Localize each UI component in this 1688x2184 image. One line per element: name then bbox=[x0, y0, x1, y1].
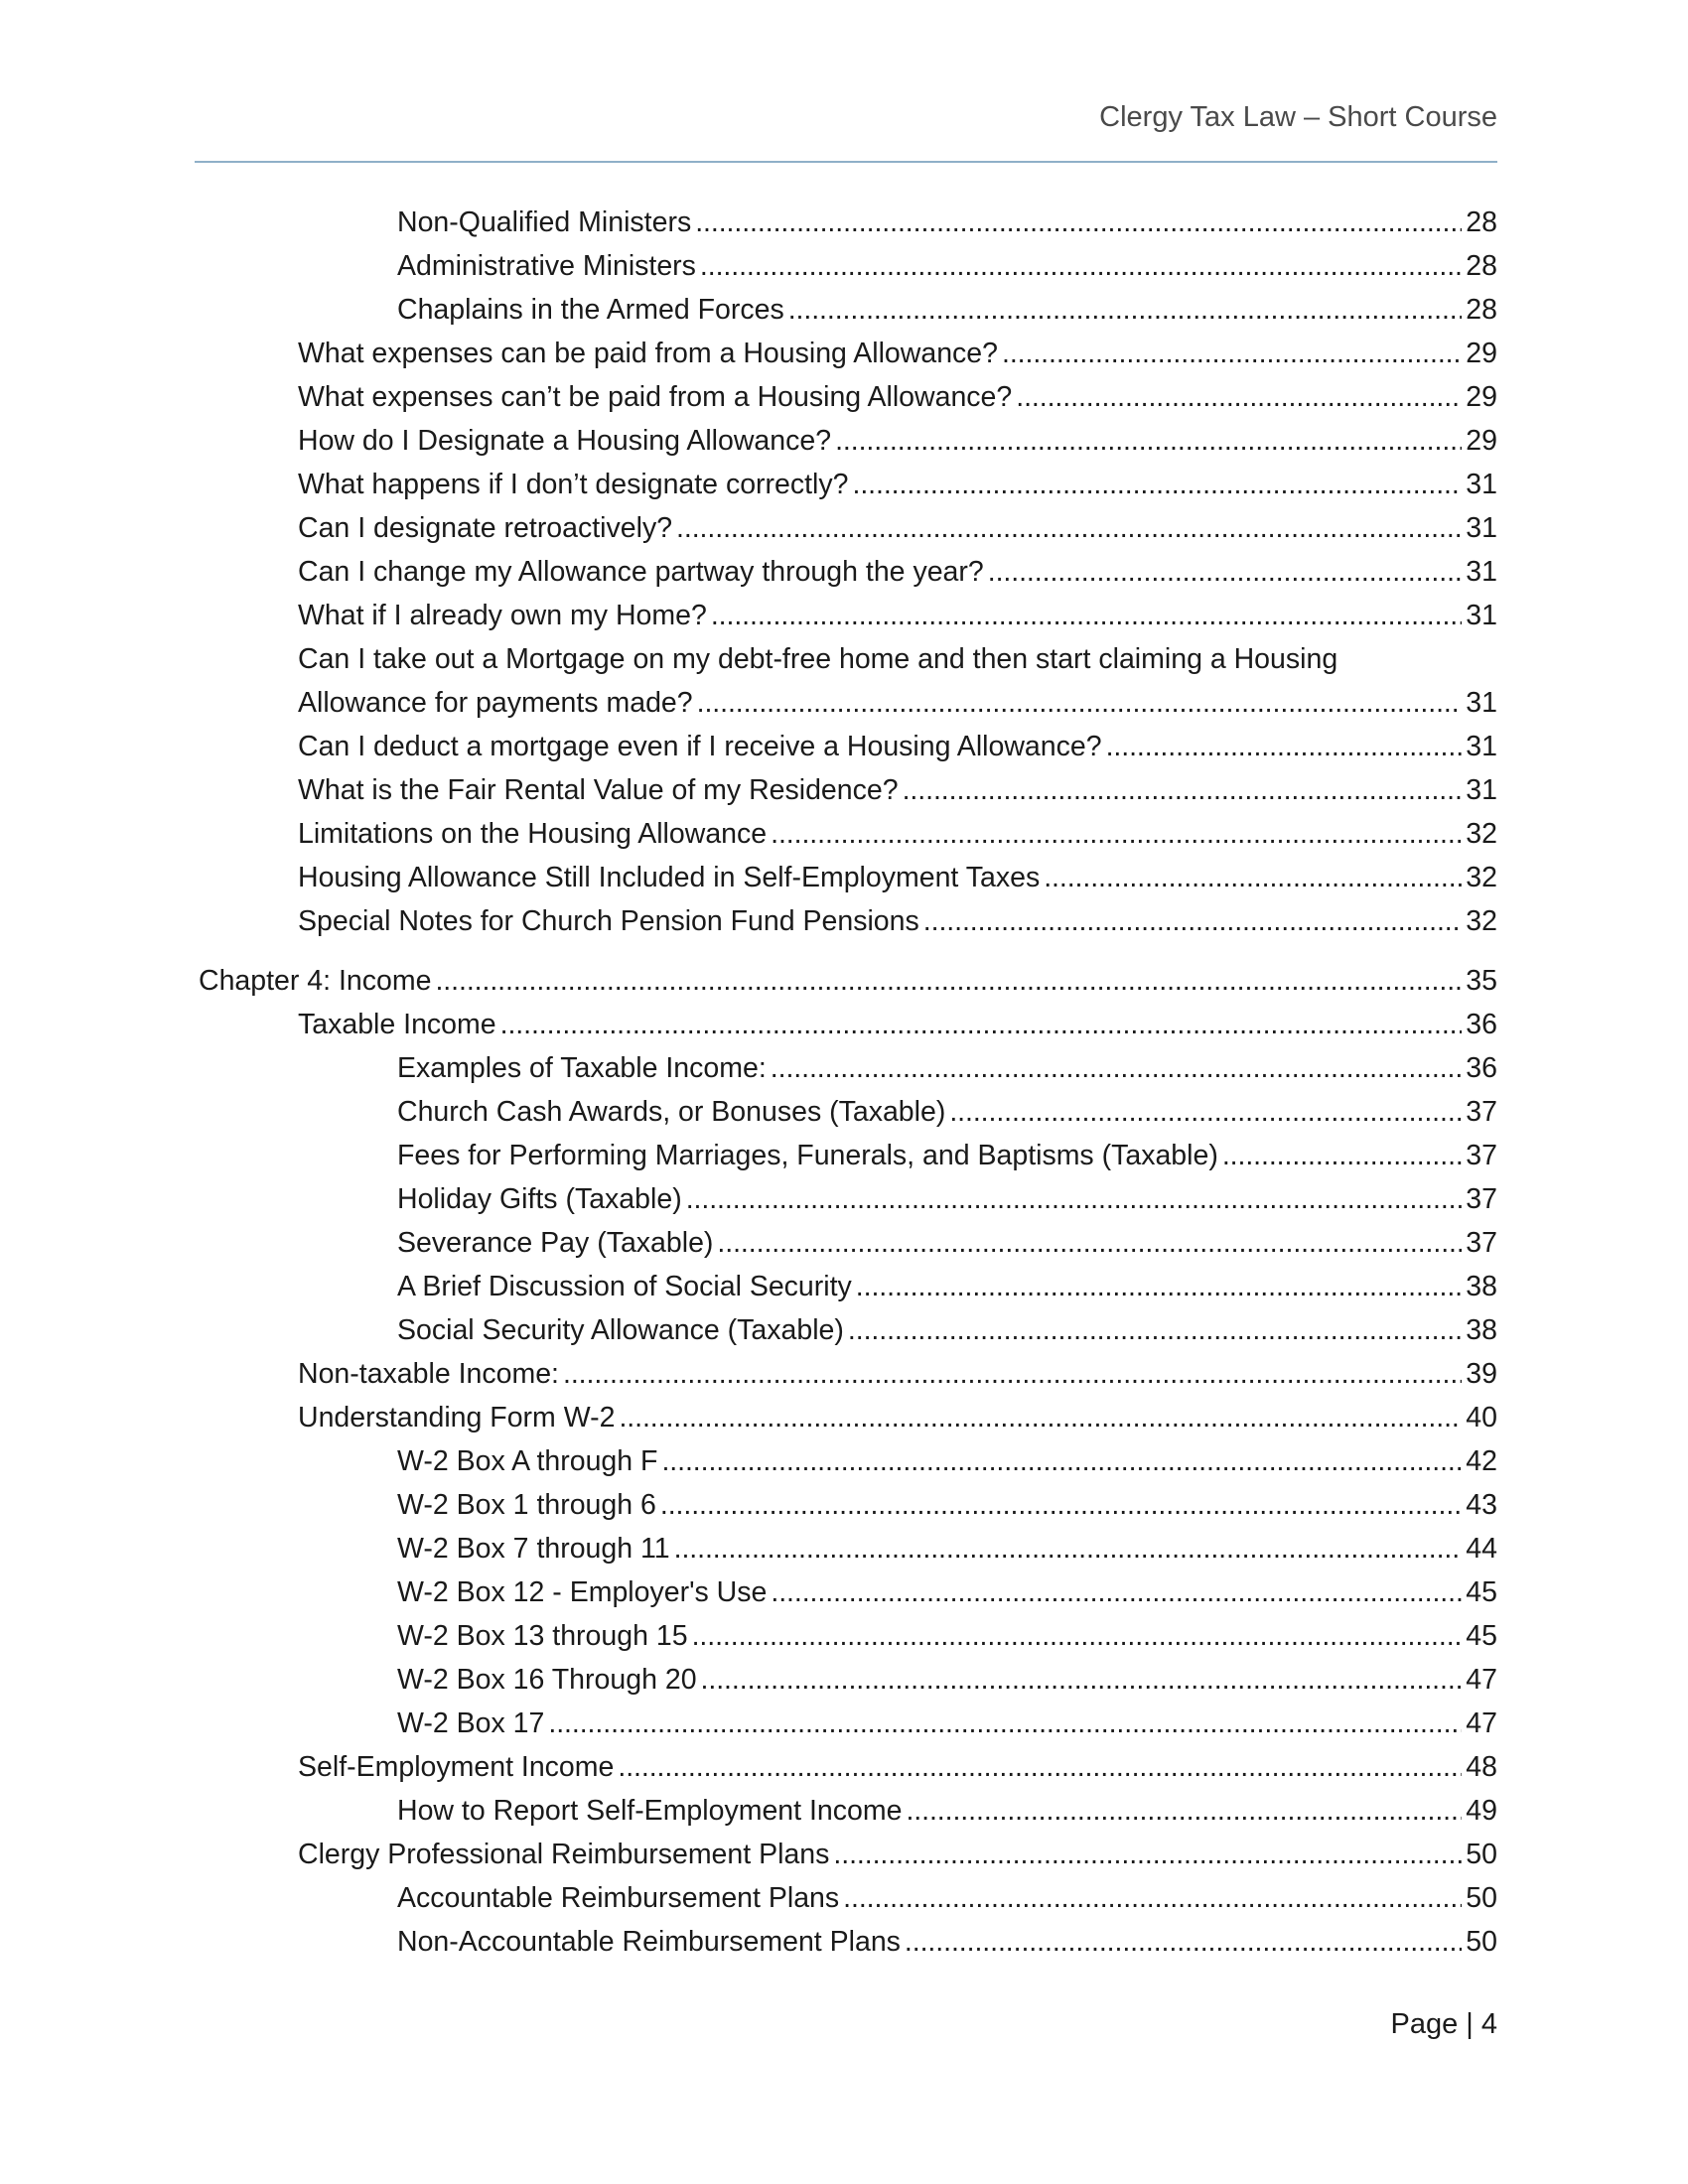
dot-leader bbox=[856, 1265, 1463, 1308]
toc-entry[interactable] bbox=[298, 899, 1497, 943]
toc-entry-page-number: 50 bbox=[1466, 1926, 1497, 1958]
toc-entry[interactable] bbox=[397, 1527, 1497, 1570]
toc-entry-label: Accountable Reimbursement Plans bbox=[397, 1882, 840, 1914]
toc-entry-page-number: 44 bbox=[1466, 1533, 1497, 1565]
toc-entry[interactable] bbox=[397, 244, 1497, 288]
toc-entry-label: How do I Designate a Housing Allowance? bbox=[298, 425, 832, 457]
toc-entry[interactable] bbox=[397, 1570, 1497, 1614]
toc-entry-page-number: 32 bbox=[1466, 905, 1497, 937]
toc-entry-page-number: 37 bbox=[1466, 1227, 1497, 1259]
dot-leader bbox=[700, 244, 1462, 288]
toc-entry-page-number: 50 bbox=[1466, 1839, 1497, 1870]
toc-entry-page-number: 29 bbox=[1466, 425, 1497, 457]
toc-entry-page-number: 31 bbox=[1466, 774, 1497, 806]
toc-entry[interactable] bbox=[397, 1134, 1497, 1177]
toc-entry-page-number: 42 bbox=[1466, 1445, 1497, 1477]
dot-leader bbox=[1222, 1134, 1462, 1177]
dot-leader bbox=[563, 1352, 1462, 1396]
toc-entry[interactable] bbox=[397, 1090, 1497, 1134]
toc-entry-page-number: 31 bbox=[1466, 512, 1497, 544]
toc-entry[interactable] bbox=[397, 1702, 1497, 1745]
dot-leader bbox=[619, 1396, 1462, 1439]
toc-entry-page-number: 35 bbox=[1466, 965, 1497, 997]
toc-entry-label: Can I change my Allowance partway through the year? bbox=[298, 556, 984, 588]
toc-entry[interactable] bbox=[397, 1614, 1497, 1658]
toc-entry-label: What is the Fair Rental Value of my Residence? bbox=[298, 774, 899, 806]
dot-leader bbox=[618, 1745, 1462, 1789]
dot-leader bbox=[788, 288, 1463, 332]
toc-entry-label: Chaplains in the Armed Forces bbox=[397, 294, 784, 326]
toc-entry-label: Housing Allowance Still Included in Self-Employment Taxes bbox=[298, 862, 1041, 893]
toc-entry[interactable] bbox=[298, 812, 1497, 856]
toc-entry[interactable] bbox=[397, 201, 1497, 244]
dot-leader bbox=[701, 1658, 1463, 1702]
toc-entry-label: Fees for Performing Marriages, Funerals, and Baptisms (Taxable) bbox=[397, 1140, 1218, 1171]
toc-entry-page-number: 40 bbox=[1466, 1402, 1497, 1433]
toc-entry[interactable] bbox=[397, 1177, 1497, 1221]
dot-leader bbox=[906, 1789, 1462, 1833]
toc-entry-page-number: 31 bbox=[1466, 556, 1497, 588]
toc-entry-label: What if I already own my Home? bbox=[298, 600, 707, 631]
toc-entry-label: Clergy Professional Reimbursement Plans bbox=[298, 1839, 830, 1870]
toc-entry-page-number: 29 bbox=[1466, 381, 1497, 413]
dot-leader bbox=[686, 1177, 1463, 1221]
dot-leader bbox=[833, 1833, 1462, 1876]
toc-entry[interactable] bbox=[298, 637, 1497, 725]
toc-entry[interactable] bbox=[397, 1483, 1497, 1527]
toc-entry-page-number: 50 bbox=[1466, 1882, 1497, 1914]
toc-entry[interactable] bbox=[298, 1352, 1497, 1396]
toc-entry-page-number: 36 bbox=[1466, 1009, 1497, 1040]
toc-entry[interactable] bbox=[397, 1789, 1497, 1833]
toc-entry-label: Non-Accountable Reimbursement Plans bbox=[397, 1926, 901, 1958]
dot-leader bbox=[771, 1046, 1463, 1090]
dot-leader bbox=[843, 1876, 1462, 1920]
toc-entry-label: Self-Employment Income bbox=[298, 1751, 615, 1783]
running-header: Clergy Tax Law – Short Course bbox=[1099, 101, 1497, 133]
dot-leader bbox=[435, 959, 1462, 1003]
toc-entry-label: W-2 Box 1 through 6 bbox=[397, 1489, 656, 1521]
toc-entry-page-number: 36 bbox=[1466, 1052, 1497, 1084]
toc-entry-page-number: 48 bbox=[1466, 1751, 1497, 1783]
dot-leader bbox=[711, 594, 1462, 637]
dot-leader bbox=[674, 1527, 1463, 1570]
toc-entry-label: W-2 Box A through F bbox=[397, 1445, 658, 1477]
toc-entry-page-number: 49 bbox=[1466, 1795, 1497, 1827]
dot-leader bbox=[923, 899, 1463, 943]
toc-entry[interactable] bbox=[298, 1833, 1497, 1876]
dot-leader bbox=[548, 1702, 1462, 1745]
dot-leader bbox=[695, 201, 1462, 244]
dot-leader bbox=[697, 681, 1463, 725]
toc-entry-label: A Brief Discussion of Social Security bbox=[397, 1271, 852, 1302]
toc-entry-page-number: 32 bbox=[1466, 862, 1497, 893]
toc-entry-page-number: 31 bbox=[1466, 600, 1497, 631]
toc-entry-label: Non-Qualified Ministers bbox=[397, 206, 692, 238]
toc-entry-page-number: 28 bbox=[1466, 294, 1497, 326]
toc-entry-page-number: 45 bbox=[1466, 1576, 1497, 1608]
dot-leader bbox=[1106, 725, 1463, 768]
toc-entry-label: W-2 Box 17 bbox=[397, 1707, 545, 1739]
toc-entry-page-number: 32 bbox=[1466, 818, 1497, 850]
toc-entry[interactable] bbox=[298, 1003, 1497, 1046]
dot-leader bbox=[1002, 332, 1462, 375]
dot-leader bbox=[1044, 856, 1462, 899]
toc-entry-page-number: 38 bbox=[1466, 1271, 1497, 1302]
toc-entry[interactable] bbox=[397, 1221, 1497, 1265]
toc-entry[interactable] bbox=[298, 1745, 1497, 1789]
dot-leader bbox=[771, 1570, 1462, 1614]
toc-entry-label: Understanding Form W-2 bbox=[298, 1402, 616, 1433]
dot-leader bbox=[660, 1483, 1462, 1527]
toc-entry-label: What expenses can be paid from a Housing Allowance? bbox=[298, 338, 998, 369]
toc-entry-label: W-2 Box 12 - Employer's Use bbox=[397, 1576, 768, 1608]
toc-entry-label: Chapter 4: Income bbox=[199, 965, 432, 997]
toc-entry-label: Can I designate retroactively? bbox=[298, 512, 673, 544]
toc-entry-page-number: 37 bbox=[1466, 1096, 1497, 1128]
toc-entry[interactable] bbox=[298, 856, 1497, 899]
toc-entry-label: Special Notes for Church Pension Fund Pensions bbox=[298, 905, 919, 937]
toc-entry-label: Social Security Allowance (Taxable) bbox=[397, 1314, 844, 1346]
toc-entry-label: Severance Pay (Taxable) bbox=[397, 1227, 714, 1259]
toc-entry-page-number: 47 bbox=[1466, 1664, 1497, 1696]
toc-entry[interactable] bbox=[397, 1439, 1497, 1483]
toc-entry-page-number: 43 bbox=[1466, 1489, 1497, 1521]
dot-leader bbox=[692, 1614, 1463, 1658]
toc-entry-page-number: 47 bbox=[1466, 1707, 1497, 1739]
dot-leader bbox=[717, 1221, 1462, 1265]
dot-leader bbox=[771, 812, 1462, 856]
dot-leader bbox=[852, 463, 1462, 506]
toc-entry[interactable] bbox=[298, 506, 1497, 550]
toc-entry-label: Allowance for payments made? bbox=[298, 687, 693, 719]
toc-entry-label-line1: Can I take out a Mortgage on my debt-free home and then start claiming a Housing bbox=[298, 643, 1338, 675]
toc-entry[interactable] bbox=[397, 1876, 1497, 1920]
toc-entry[interactable] bbox=[397, 1308, 1497, 1352]
dot-leader bbox=[949, 1090, 1462, 1134]
toc-entry-label: Limitations on the Housing Allowance bbox=[298, 818, 768, 850]
toc-entry[interactable] bbox=[397, 1046, 1497, 1090]
dot-leader bbox=[903, 768, 1463, 812]
toc-entry[interactable] bbox=[298, 550, 1497, 594]
toc-chapter-entry[interactable] bbox=[199, 959, 1497, 1003]
dot-leader bbox=[905, 1920, 1462, 1964]
toc-entry[interactable] bbox=[298, 463, 1497, 506]
toc-entry-page-number: 45 bbox=[1466, 1620, 1497, 1652]
toc-entry[interactable] bbox=[298, 375, 1497, 419]
toc-entry-label: Examples of Taxable Income: bbox=[397, 1052, 767, 1084]
toc-entry-label: W-2 Box 16 Through 20 bbox=[397, 1664, 697, 1696]
dot-leader bbox=[1016, 375, 1462, 419]
toc-entry-label: Taxable Income bbox=[298, 1009, 496, 1040]
toc-entry-label: Non-taxable Income: bbox=[298, 1358, 559, 1390]
toc-entry-label: Holiday Gifts (Taxable) bbox=[397, 1183, 682, 1215]
page-number: Page | 4 bbox=[1390, 2008, 1497, 2040]
toc-entry-label: What expenses can’t be paid from a Housing Allowance? bbox=[298, 381, 1013, 413]
toc-entry-label: Church Cash Awards, or Bonuses (Taxable) bbox=[397, 1096, 946, 1128]
toc-entry-label: Can I deduct a mortgage even if I receive a Housing Allowance? bbox=[298, 731, 1102, 762]
dot-leader bbox=[500, 1003, 1463, 1046]
toc-entry[interactable] bbox=[298, 594, 1497, 637]
toc-entry-label: W-2 Box 7 through 11 bbox=[397, 1533, 670, 1565]
toc-entry-page-number: 31 bbox=[1466, 469, 1497, 500]
dot-leader bbox=[835, 419, 1462, 463]
toc-entry[interactable] bbox=[397, 1920, 1497, 1964]
toc-entry-label: What happens if I don’t designate correctly? bbox=[298, 469, 849, 500]
toc-entry[interactable] bbox=[298, 419, 1497, 463]
toc-entry[interactable] bbox=[397, 288, 1497, 332]
toc-entry-page-number: 31 bbox=[1466, 731, 1497, 762]
toc-entry-page-number: 38 bbox=[1466, 1314, 1497, 1346]
toc-entry[interactable] bbox=[298, 768, 1497, 812]
toc-entry-page-number: 31 bbox=[1466, 687, 1497, 719]
toc-entry-page-number: 39 bbox=[1466, 1358, 1497, 1390]
toc-entry[interactable] bbox=[298, 1396, 1497, 1439]
dot-leader bbox=[988, 550, 1463, 594]
toc-entry[interactable] bbox=[397, 1658, 1497, 1702]
toc-entry-page-number: 28 bbox=[1466, 206, 1497, 238]
dot-leader bbox=[676, 506, 1462, 550]
toc-entry[interactable] bbox=[298, 725, 1497, 768]
toc-entry-page-number: 28 bbox=[1466, 250, 1497, 282]
toc-entry-page-number: 37 bbox=[1466, 1183, 1497, 1215]
dot-leader bbox=[661, 1439, 1462, 1483]
toc-entry[interactable] bbox=[397, 1265, 1497, 1308]
toc-entry-label: How to Report Self-Employment Income bbox=[397, 1795, 903, 1827]
dot-leader bbox=[848, 1308, 1462, 1352]
toc-entry-label: W-2 Box 13 through 15 bbox=[397, 1620, 688, 1652]
toc-entry-page-number: 29 bbox=[1466, 338, 1497, 369]
toc-entry[interactable] bbox=[298, 332, 1497, 375]
toc-entry-page-number: 37 bbox=[1466, 1140, 1497, 1171]
toc-entry-label: Administrative Ministers bbox=[397, 250, 696, 282]
